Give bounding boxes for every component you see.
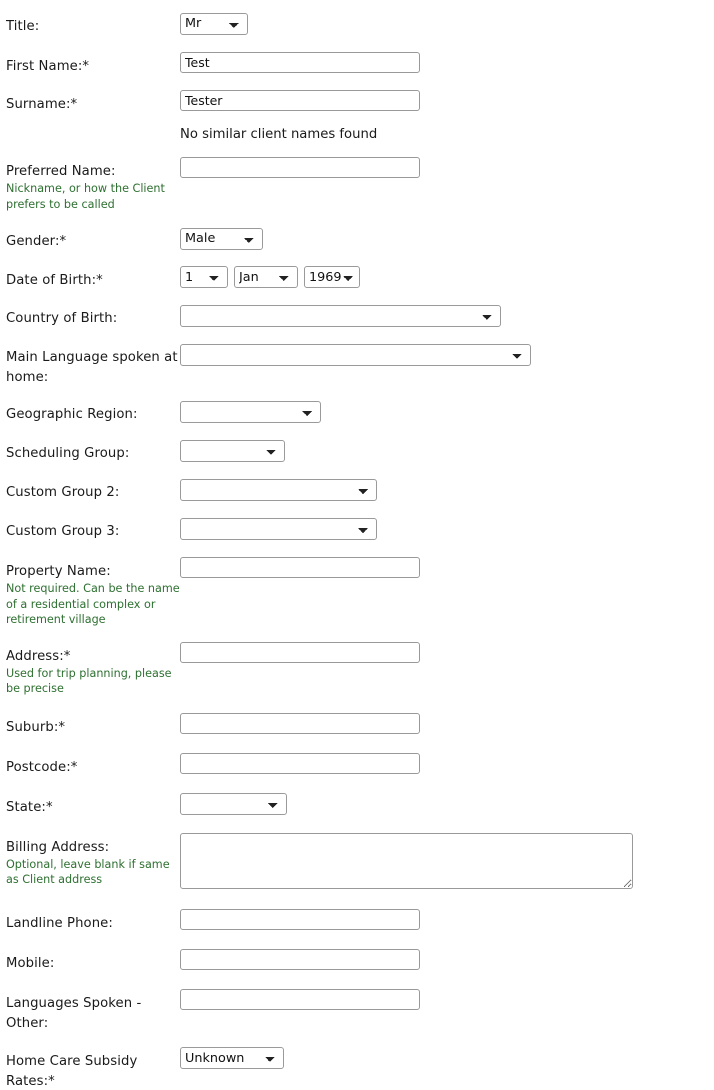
label-col-scheduling-group bbox=[0, 439, 180, 462]
label-col-title bbox=[0, 12, 180, 35]
label-languages-spoken-other: Languages Spoken - Other: bbox=[6, 995, 142, 1031]
label-col-address bbox=[0, 642, 180, 697]
label-surname: Surname:* bbox=[6, 97, 78, 112]
form-row-suburb bbox=[0, 713, 714, 736]
label-col-geographic-region bbox=[0, 400, 180, 423]
state-select[interactable] bbox=[180, 793, 287, 815]
form-row-state bbox=[0, 793, 714, 816]
custom-group-3-select[interactable] bbox=[180, 518, 377, 540]
form-row-title bbox=[0, 12, 714, 35]
hint-property-name: Not required. Can be the name of a residential complex or retirement village bbox=[6, 582, 180, 626]
label-col-date-of-birth bbox=[0, 266, 180, 289]
preferred-name-input[interactable] bbox=[180, 157, 420, 178]
label-col-languages-spoken-other bbox=[0, 989, 180, 1032]
form-row-billing-address bbox=[0, 833, 714, 893]
label-scheduling-group: Scheduling Group: bbox=[6, 446, 130, 461]
field-col-property-name bbox=[180, 557, 714, 578]
label-preferred-name: Preferred Name: bbox=[6, 164, 116, 179]
label-main-language: Main Language spoken at home: bbox=[6, 350, 178, 385]
home-care-subsidy-rates-select[interactable] bbox=[180, 1047, 284, 1069]
suburb-input[interactable] bbox=[180, 713, 420, 734]
main-language-select[interactable] bbox=[180, 344, 531, 366]
field-col-geographic-region bbox=[180, 400, 714, 423]
label-col-first-name bbox=[0, 52, 180, 75]
label-property-name: Property Name: bbox=[6, 564, 111, 579]
hint-preferred-name: Nickname, or how the Client prefers to be called bbox=[6, 182, 165, 211]
mobile-input[interactable] bbox=[180, 949, 420, 970]
label-title: Title: bbox=[6, 19, 40, 34]
first-name-input[interactable] bbox=[180, 52, 420, 73]
label-home-care-subsidy-rates: Home Care Subsidy Rates:* bbox=[6, 1053, 138, 1089]
label-col-surname bbox=[0, 90, 180, 113]
billing-address-textarea[interactable] bbox=[180, 833, 633, 889]
form-row-date-of-birth bbox=[0, 266, 714, 289]
label-col-home-care-subsidy-rates bbox=[0, 1047, 180, 1090]
gender-select[interactable] bbox=[180, 228, 263, 250]
field-col-home-care-subsidy-rates bbox=[180, 1047, 714, 1070]
form-row-main-language bbox=[0, 343, 714, 386]
label-custom-group-2: Custom Group 2: bbox=[6, 485, 120, 500]
field-col-postcode bbox=[180, 753, 714, 774]
form-row-similar-names-notice bbox=[0, 125, 714, 143]
label-col-country-of-birth bbox=[0, 304, 180, 327]
label-mobile: Mobile: bbox=[6, 955, 55, 971]
dob-year-select[interactable] bbox=[304, 266, 360, 288]
hint-address: Used for trip planning, please be precise bbox=[6, 666, 172, 695]
field-col-state bbox=[180, 793, 714, 816]
label-col-suburb bbox=[0, 713, 180, 736]
form-row-preferred-name bbox=[0, 157, 714, 212]
field-col-main-language bbox=[180, 343, 714, 366]
label-billing-address: Billing Address: bbox=[6, 839, 110, 855]
label-col-custom-group-2 bbox=[0, 478, 180, 501]
form-row-geographic-region bbox=[0, 400, 714, 423]
label-date-of-birth: Date of Birth:* bbox=[6, 273, 103, 288]
languages-spoken-other-input[interactable] bbox=[180, 989, 420, 1010]
label-suburb: Suburb:* bbox=[6, 719, 66, 735]
label-gender: Gender:* bbox=[6, 234, 67, 249]
label-postcode: Postcode:* bbox=[6, 759, 78, 775]
dob-month-select[interactable] bbox=[234, 266, 298, 288]
field-col-custom-group-2 bbox=[180, 478, 714, 501]
form-row-gender bbox=[0, 227, 714, 250]
field-col-preferred-name bbox=[180, 157, 714, 178]
date-of-birth-group bbox=[180, 266, 714, 288]
label-col-billing-address bbox=[0, 833, 180, 888]
geographic-region-select[interactable] bbox=[180, 401, 321, 423]
field-col-mobile bbox=[180, 949, 714, 970]
field-col-title bbox=[180, 12, 714, 35]
label-first-name: First Name:* bbox=[6, 59, 90, 74]
form-row-surname bbox=[0, 90, 714, 113]
field-col-gender bbox=[180, 227, 714, 250]
field-col-scheduling-group bbox=[180, 439, 714, 462]
form-row-custom-group-3 bbox=[0, 517, 714, 540]
label-state: State:* bbox=[6, 799, 53, 815]
field-col-custom-group-3 bbox=[180, 517, 714, 540]
label-col-similar-names-notice bbox=[0, 125, 180, 128]
landline-phone-input[interactable] bbox=[180, 909, 420, 930]
field-col-country-of-birth bbox=[180, 304, 714, 327]
custom-group-2-select[interactable] bbox=[180, 479, 377, 501]
country-of-birth-select[interactable] bbox=[180, 305, 501, 327]
label-geographic-region: Geographic Region: bbox=[6, 407, 138, 422]
label-col-main-language bbox=[0, 343, 180, 386]
field-col-address bbox=[180, 642, 714, 663]
address-input[interactable] bbox=[180, 642, 420, 663]
dob-day-select[interactable] bbox=[180, 266, 228, 288]
form-row-landline-phone bbox=[0, 909, 714, 932]
label-col-gender bbox=[0, 227, 180, 250]
label-landline-phone: Landline Phone: bbox=[6, 915, 113, 931]
scheduling-group-select[interactable] bbox=[180, 440, 285, 462]
label-col-landline-phone bbox=[0, 909, 180, 932]
form-row-postcode bbox=[0, 753, 714, 776]
form-row-country-of-birth bbox=[0, 304, 714, 327]
label-col-state bbox=[0, 793, 180, 816]
form-row-first-name bbox=[0, 52, 714, 75]
title-select[interactable] bbox=[180, 13, 248, 35]
field-col-date-of-birth bbox=[180, 266, 714, 288]
form-row-property-name bbox=[0, 557, 714, 628]
label-col-preferred-name bbox=[0, 157, 180, 212]
label-country-of-birth: Country of Birth: bbox=[6, 311, 118, 326]
form-row-mobile bbox=[0, 949, 714, 972]
field-col-languages-spoken-other bbox=[180, 989, 714, 1010]
field-col-landline-phone bbox=[180, 909, 714, 930]
surname-input[interactable] bbox=[180, 90, 420, 111]
field-col-surname bbox=[180, 90, 714, 111]
form-row-languages-spoken-other bbox=[0, 989, 714, 1032]
form-row-home-care-subsidy-rates bbox=[0, 1047, 714, 1090]
label-col-custom-group-3 bbox=[0, 517, 180, 540]
label-custom-group-3: Custom Group 3: bbox=[6, 524, 120, 539]
label-address: Address:* bbox=[6, 648, 71, 664]
field-col-suburb bbox=[180, 713, 714, 734]
label-col-postcode bbox=[0, 753, 180, 776]
postcode-input[interactable] bbox=[180, 753, 420, 774]
label-col-mobile bbox=[0, 949, 180, 972]
form-row-scheduling-group bbox=[0, 439, 714, 462]
hint-billing-address: Optional, leave blank if same as Client address bbox=[6, 857, 170, 886]
field-col-similar-names-notice bbox=[180, 125, 714, 143]
field-col-first-name bbox=[180, 52, 714, 73]
field-col-billing-address bbox=[180, 833, 714, 893]
similar-names-notice: No similar client names found bbox=[180, 127, 378, 142]
label-col-property-name bbox=[0, 557, 180, 628]
form-row-address bbox=[0, 642, 714, 697]
property-name-input[interactable] bbox=[180, 557, 420, 578]
form-row-custom-group-2 bbox=[0, 478, 714, 501]
